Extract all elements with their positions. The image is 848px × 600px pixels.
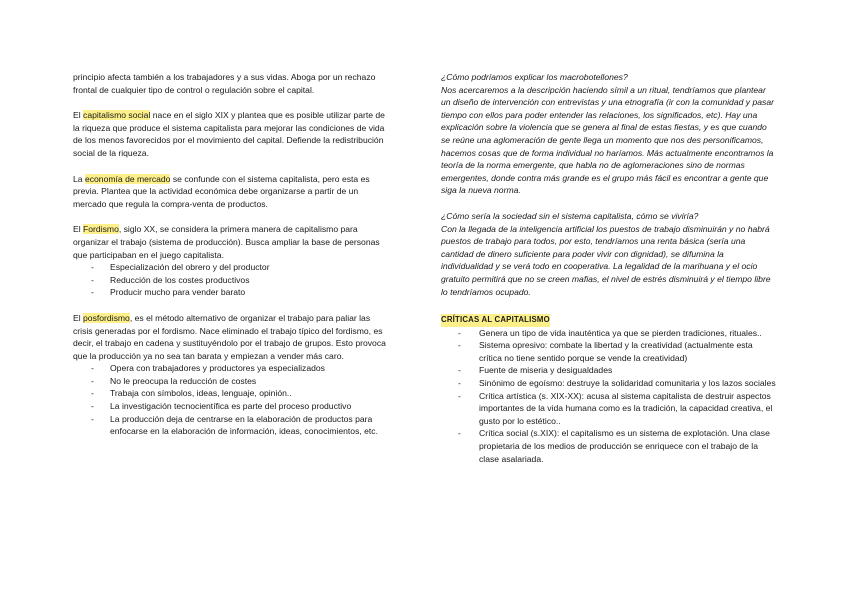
answer-sociedad: Con la llegada de la inteligencia artificial los puestos de trabajo disminuirán y no habrá puestos de trabajo para todos, por esto, tendríamos una renta básica (sería una cantidad de dinero suficiente para poder vivir con dignidad), se difumina la individualidad y se verá todo en cooperativa. La legalidad de la marihuana y el ocio gratuito permitirá que no se creen mafias, el nivel de estrés disminuirá y el tiempo libre lo tendríamos ocupado. — [441, 223, 771, 297]
text-fragment: se confunde con el sistema capitalista, pero esta es previa. Plantea que la actividad económica debe organizarse a partir de un mercado que regula la compra-venta de productos. — [73, 173, 370, 209]
intro-paragraph: principio afecta también a los trabajadores y a sus vidas. Aboga por un rechazo frontal de cualquier tipo de control o regulación sobre el capital. — [73, 72, 376, 95]
list-item: - Crítica artística (s. XIX-XX): acusa al sistema capitalista de destruir aspectos importantes de la vida humana como es la tradición, la capacidad creativa, el gusto por lo estético.. — [441, 390, 776, 428]
list-item: - Genera un tipo de vida inauténtica ya que se pierden tradiciones, rituales.. — [441, 327, 776, 340]
criticas-heading: CRÍTICAS AL CAPITALISMO — [441, 314, 550, 327]
criticas-list — [441, 327, 776, 466]
list-item: - No le preocupa la reducción de costes — [73, 375, 389, 388]
text-fragment: La — [73, 173, 85, 184]
economia-mercado-paragraph — [73, 173, 389, 211]
text-fragment: , siglo XX, se considera la primera manera de capitalismo para organizar el trabajo (sistema de producción). Busca ampliar la base de personas que participaban en el juego capitalista. — [73, 224, 380, 260]
text-fragment: nace en el siglo XIX y plantea que es posible utilizar parte de la riqueza que produce el sistema capitalista para mejorar las condiciones de vida de los menos favorecidos por el movimiento del capital. Defiende la redistribución social de la riqueza. — [73, 110, 385, 158]
fordismo-list — [73, 261, 389, 299]
highlight-term: capitalismo social — [83, 110, 151, 121]
highlight-term: posfordismo — [83, 312, 130, 323]
list-item: - La investigación tecnocientífica es parte del proceso productivo — [73, 400, 389, 413]
list-item: - Fuente de miseria y desigualdades — [441, 364, 776, 377]
text-fragment: , es el método alternativo de organizar el trabajo para paliar las crisis generadas por el fordismo. Nace eliminado el trabajo típico del fordismo, es decir, el trabajo en cadena y sustituyéndolo por el trabajo de grupos. Esto provoca que la producción ya no sea tan barata y empiezan a vender más caro. — [73, 312, 386, 361]
list-item: - La producción deja de centrarse en la elaboración de productos para enfocarse en la elaboración de información, ideas, conocimientos, etc. — [73, 413, 389, 438]
list-item: - Reducción de los costes productivos — [73, 274, 389, 287]
list-item: - Sistema opresivo: combate la libertad y la creatividad (actualmente esta crítica no tiene sentido porque se vende la creatividad) — [441, 339, 776, 364]
list-item: - Opera con trabajadores y productores ya especializados — [73, 362, 389, 375]
fordismo-paragraph — [73, 223, 389, 261]
highlight-term: Fordismo — [83, 224, 119, 235]
list-item: - Sinónimo de egoísmo: destruye la solidaridad comunitaria y los lazos sociales — [441, 377, 776, 390]
right-column — [441, 71, 776, 465]
list-item: - Especialización del obrero y del productor — [73, 261, 389, 274]
posfordismo-list — [73, 362, 389, 438]
answer-macrobotellones: Nos acercaremos a la descripción haciendo símil a un ritual, tendríamos que plantear un diseño de intervención con entrevistas y una etnografía (ir con la comunidad y pasar tiempo con ellos para poder entender las relaciones, los significados, etc). Hay una explicación sobre la violencia que se genera al final de estas fiestas, y es que cuando se reúne una aglomeración de gente llega un momento que nos des personificamos, hacemos cosas que de forma individual no haríamos. Más actualmente encontramos la teoría de la norma emergente, que habla no de aglomeraciones sino de normas emergentes, donde contra más grande es el grupo más fácil es encontrar a gente que siga la nueva norma. — [441, 84, 774, 196]
capitalismo-social-paragraph — [73, 109, 389, 159]
posfordismo-paragraph — [73, 312, 389, 362]
text-fragment: El — [73, 312, 84, 323]
text-fragment: El — [73, 224, 84, 235]
list-item: - Crítica social (s.XIX): el capitalismo es un sistema de explotación. Una clase propietaria de los medios de producción se enriquece con el trabajo de la clase asalariada. — [441, 427, 776, 465]
question-sociedad: ¿Cómo sería la sociedad sin el sistema capitalista, cómo se viviría? — [441, 210, 699, 221]
text-fragment: El — [73, 110, 84, 121]
left-column — [73, 71, 389, 438]
list-item: - Trabaja con símbolos, ideas, lenguaje, opinión.. — [73, 387, 389, 400]
question-macrobotellones: ¿Cómo podríamos explicar los macrobotellones? — [441, 72, 628, 82]
list-item: - Producir mucho para vender barato — [73, 286, 389, 299]
highlight-term: economía de mercado — [84, 173, 171, 184]
